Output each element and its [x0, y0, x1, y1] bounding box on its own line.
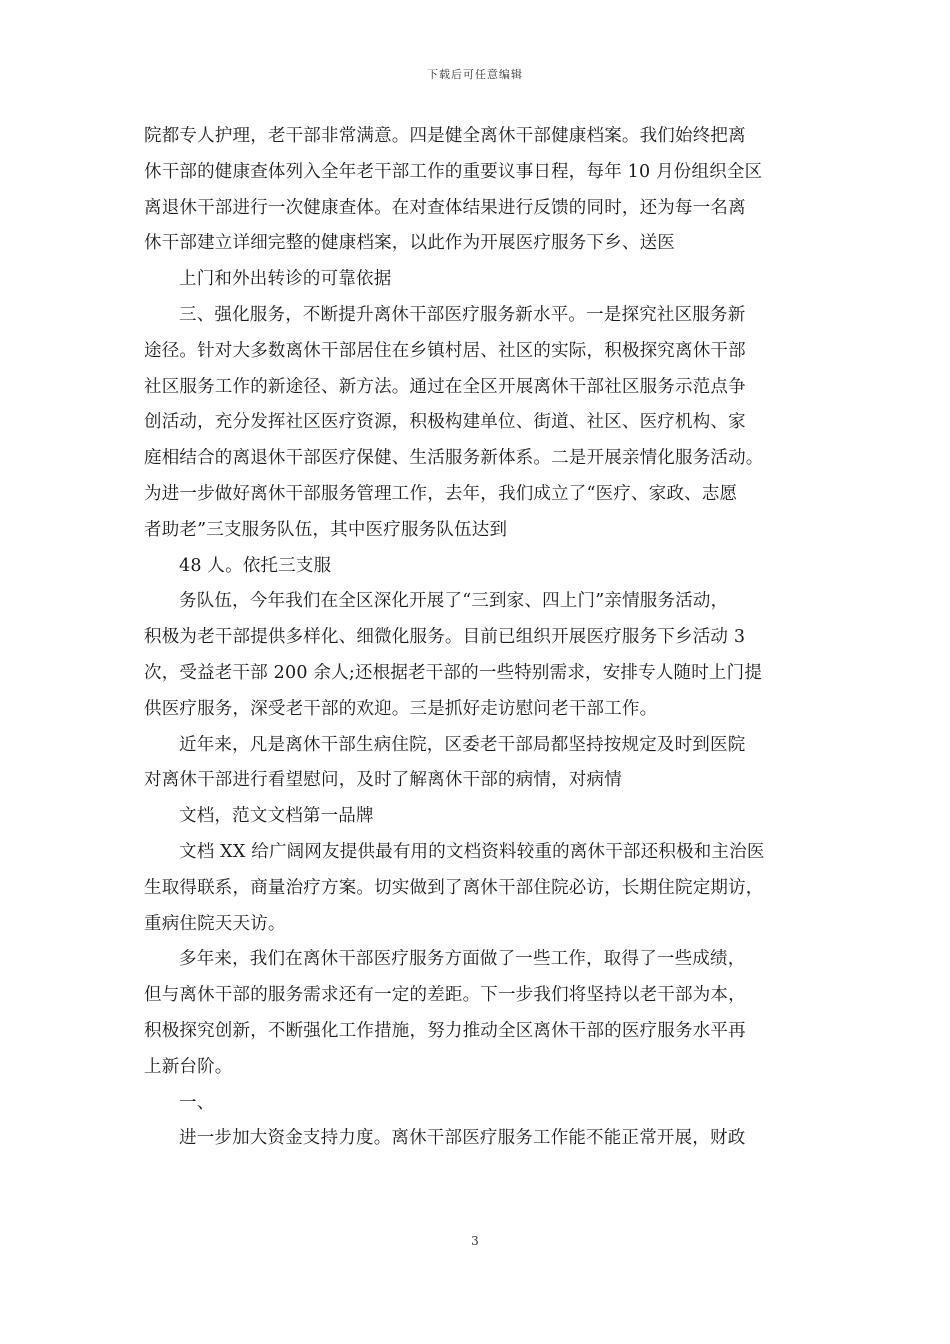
- text-line: 三、强化服务，不断提升离休干部医疗服务新水平。一是探究社区服务新: [179, 304, 746, 325]
- text-line: 社区服务工作的新途径、新方法。通过在全区开展离休干部社区服务示范点争: [144, 376, 746, 397]
- text-line: 多年来，我们在离休干部医疗服务方面做了一些工作，取得了一些成绩，: [179, 949, 746, 970]
- page-header-note: 下载后可任意编辑: [427, 68, 523, 81]
- text-line: 院都专人护理，老干部非常满意。四是健全离休干部健康档案。我们始终把离: [144, 126, 746, 146]
- text-line: 上门和外出转诊的可靠依据: [179, 269, 392, 290]
- text-line: 积极探究创新，不断强化工作措施，努力推动全区离休干部的医疗服务水平再: [144, 1020, 746, 1041]
- text-line: 休干部建立详细完整的健康档案，以此作为开展医疗服务下乡、送医: [144, 233, 675, 254]
- text-line: 对离休干部进行看望慰问，及时了解离休干部的病情，对病情: [144, 770, 622, 791]
- text-line: 者助老”三支服务队伍，其中医疗服务队伍达到: [144, 519, 508, 540]
- text-line: 次，受益老干部 200 余人;还根据老干部的一些特别需求，安排专人随时上门提: [144, 662, 763, 683]
- text-line: 进一步加大资金支持力度。离休干部医疗服务工作能不能正常开展，财政: [179, 1128, 746, 1149]
- text-line: 上新台阶。: [144, 1056, 233, 1077]
- text-line: 供医疗服务，深受老干部的欢迎。三是抓好走访慰问老干部工作。: [144, 698, 658, 719]
- text-line: 途径。针对大多数离休干部居住在乡镇村居、社区的实际，积极探究离休干部: [144, 340, 746, 361]
- document-body: [144, 119, 819, 1157]
- text-line: 近年来，凡是离休干部生病住院，区委老干部局都坚持按规定及时到医院: [179, 734, 746, 755]
- text-line: 庭相结合的离退休干部医疗保健、生活服务新体系。二是开展亲情化服务活动。: [144, 448, 764, 469]
- text-line: 重病住院天天访。: [144, 913, 286, 934]
- text-line: 文档 XX 给广阔网友提供最有用的文档资料较重的离休干部还积极和主治医: [179, 841, 765, 862]
- text-line: 生取得联系，商量治疗方案。切实做到了离休干部住院必访，长期住院定期访，: [144, 877, 764, 898]
- text-line: 离退休干部进行一次健康查体。在对查体结果进行反馈的同时，还为每一名离: [144, 197, 746, 218]
- text-line: 48 人。依托三支服: [179, 555, 332, 576]
- text-line: 为进一步做好离休干部服务管理工作，去年，我们成立了“医疗、家政、志愿: [144, 483, 738, 504]
- text-line: 休干部的健康查体列入全年老干部工作的重要议事日程，每年 10 月份组织全区: [144, 161, 763, 182]
- text-line: 文档，范文文档第一品牌: [179, 806, 374, 827]
- text-line: 但与离休干部的服务需求还有一定的差距。下一步我们将坚持以老干部为本，: [144, 985, 746, 1006]
- text-line: 一、: [179, 1092, 215, 1113]
- text-line: 积极为老干部提供多样化、细微化服务。目前已组织开展医疗服务下乡活动 3: [144, 627, 746, 648]
- page-number: 3: [471, 1234, 479, 1248]
- text-line: 创活动，充分发挥社区医疗资源，积极构建单位、街道、社区、医疗机构、家: [144, 412, 746, 433]
- text-line: 务队伍，今年我们在全区深化开展了“三到家、四上门”亲情服务活动，: [179, 591, 729, 612]
